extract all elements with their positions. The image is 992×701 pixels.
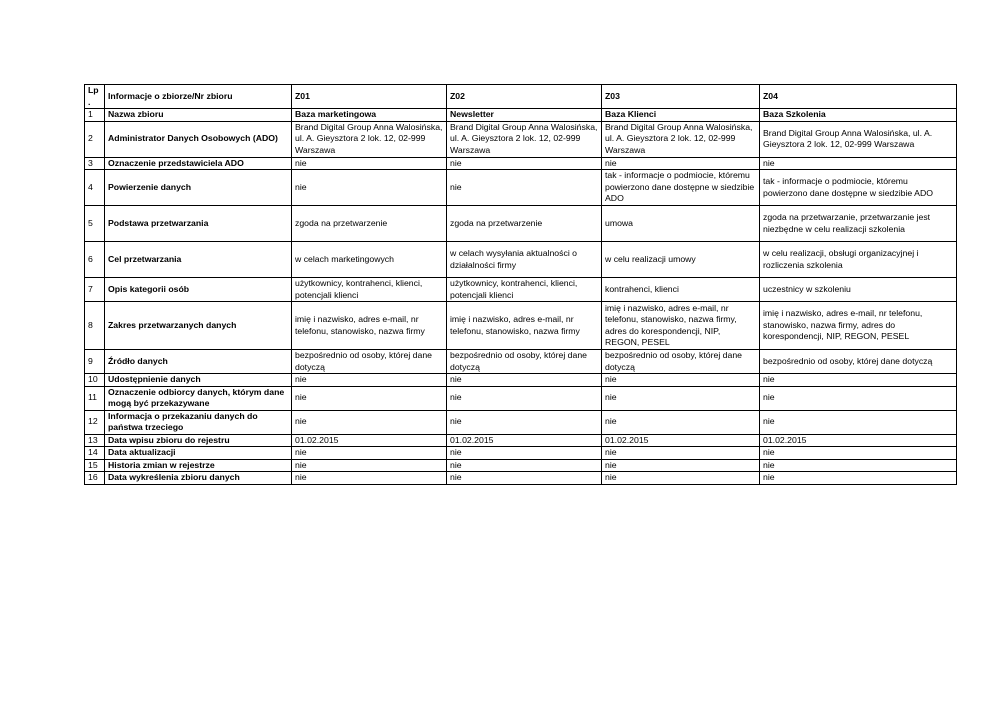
table-row bbox=[85, 472, 957, 485]
cell-z03: 01.02.2015 bbox=[602, 434, 760, 447]
cell-z02: Newsletter bbox=[447, 109, 602, 122]
table-row bbox=[85, 157, 957, 170]
cell-z04: nie bbox=[760, 472, 957, 485]
cell-z02: użytkownicy, kontrahenci, klienci, potencjali klienci bbox=[447, 278, 602, 302]
header-info: Informacje o zbiorze/Nr zbioru bbox=[105, 85, 292, 109]
cell-z02: imię i nazwisko, adres e-mail, nr telefonu, stanowisko, nazwa firmy bbox=[447, 302, 602, 350]
table-row bbox=[85, 374, 957, 387]
cell-z03: Brand Digital Group Anna Walosińska, ul. A. Gieysztora 2 lok. 12, 02-999 Warszawa bbox=[602, 121, 760, 157]
row-label: Administrator Danych Osobowych (ADO) bbox=[105, 121, 292, 157]
cell-z03: nie bbox=[602, 459, 760, 472]
cell-z04: zgoda na przetwarzanie, przetwarzanie jest niezbędne w celu realizacji szkolenia bbox=[760, 206, 957, 242]
header-col-z03: Z03 bbox=[602, 85, 760, 109]
row-label: Opis kategorii osób bbox=[105, 278, 292, 302]
row-label: Źródło danych bbox=[105, 350, 292, 374]
row-label: Historia zmian w rejestrze bbox=[105, 459, 292, 472]
table-row bbox=[85, 206, 957, 242]
row-label: Data wykreślenia zbioru danych bbox=[105, 472, 292, 485]
row-number: 16 bbox=[85, 472, 105, 485]
cell-z01: w celach marketingowych bbox=[292, 242, 447, 278]
cell-z02: nie bbox=[447, 374, 602, 387]
row-number: 11 bbox=[85, 386, 105, 410]
table-row bbox=[85, 121, 957, 157]
cell-z02: nie bbox=[447, 410, 602, 434]
cell-z01: nie bbox=[292, 157, 447, 170]
header-lp: Lp. bbox=[85, 85, 105, 109]
row-label: Data wpisu zbioru do rejestru bbox=[105, 434, 292, 447]
table-row bbox=[85, 434, 957, 447]
cell-z02: nie bbox=[447, 447, 602, 460]
cell-z02: zgoda na przetwarzenie bbox=[447, 206, 602, 242]
row-label: Udostępnienie danych bbox=[105, 374, 292, 387]
cell-z03: nie bbox=[602, 374, 760, 387]
header-col-z02: Z02 bbox=[447, 85, 602, 109]
cell-z04: nie bbox=[760, 157, 957, 170]
table-row bbox=[85, 350, 957, 374]
row-number: 6 bbox=[85, 242, 105, 278]
cell-z03: w celu realizacji umowy bbox=[602, 242, 760, 278]
cell-z03: bezpośrednio od osoby, której dane dotyczą bbox=[602, 350, 760, 374]
cell-z03: nie bbox=[602, 157, 760, 170]
row-number: 1 bbox=[85, 109, 105, 122]
table-row bbox=[85, 386, 957, 410]
cell-z04: 01.02.2015 bbox=[760, 434, 957, 447]
row-number: 10 bbox=[85, 374, 105, 387]
row-number: 14 bbox=[85, 447, 105, 460]
cell-z04: bezpośrednio od osoby, której dane dotyczą bbox=[760, 350, 957, 374]
table-row bbox=[85, 278, 957, 302]
cell-z01: bezpośrednio od osoby, której dane dotyczą bbox=[292, 350, 447, 374]
cell-z04: nie bbox=[760, 410, 957, 434]
cell-z01: Baza marketingowa bbox=[292, 109, 447, 122]
cell-z01: nie bbox=[292, 447, 447, 460]
cell-z03: imię i nazwisko, adres e-mail, nr telefonu, stanowisko, nazwa firmy, adres do korespondencji, NIP, REGON, PESEL bbox=[602, 302, 760, 350]
row-number: 15 bbox=[85, 459, 105, 472]
header-col-z01: Z01 bbox=[292, 85, 447, 109]
cell-z02: bezpośrednio od osoby, której dane dotyczą bbox=[447, 350, 602, 374]
cell-z03: nie bbox=[602, 472, 760, 485]
row-label: Podstawa przetwarzania bbox=[105, 206, 292, 242]
row-number: 7 bbox=[85, 278, 105, 302]
row-number: 8 bbox=[85, 302, 105, 350]
cell-z03: nie bbox=[602, 386, 760, 410]
table-row bbox=[85, 459, 957, 472]
cell-z02: 01.02.2015 bbox=[447, 434, 602, 447]
table-row bbox=[85, 242, 957, 278]
cell-z04: w celu realizacji, obsługi organizacyjnej i rozliczenia szkolenia bbox=[760, 242, 957, 278]
cell-z02: nie bbox=[447, 170, 602, 206]
cell-z01: użytkownicy, kontrahenci, klienci, potencjali klienci bbox=[292, 278, 447, 302]
table-row bbox=[85, 447, 957, 460]
cell-z03: nie bbox=[602, 447, 760, 460]
row-number: 12 bbox=[85, 410, 105, 434]
row-label: Data aktualizacji bbox=[105, 447, 292, 460]
cell-z02: w celach wysyłania aktualności o działalności firmy bbox=[447, 242, 602, 278]
cell-z04: imię i nazwisko, adres e-mail, nr telefonu, stanowisko, nazwa firmy, adres do korespondencji, NIP, REGON, PESEL bbox=[760, 302, 957, 350]
table-row bbox=[85, 109, 957, 122]
cell-z01: 01.02.2015 bbox=[292, 434, 447, 447]
cell-z04: tak - informacje o podmiocie, któremu powierzono dane dostępne w siedzibie ADO bbox=[760, 170, 957, 206]
cell-z01: nie bbox=[292, 472, 447, 485]
row-number: 2 bbox=[85, 121, 105, 157]
cell-z01: nie bbox=[292, 374, 447, 387]
cell-z02: nie bbox=[447, 386, 602, 410]
row-number: 3 bbox=[85, 157, 105, 170]
row-number: 5 bbox=[85, 206, 105, 242]
cell-z04: nie bbox=[760, 374, 957, 387]
header-col-z04: Z04 bbox=[760, 85, 957, 109]
row-label: Informacja o przekazaniu danych do państwa trzeciego bbox=[105, 410, 292, 434]
cell-z03: nie bbox=[602, 410, 760, 434]
cell-z02: nie bbox=[447, 472, 602, 485]
row-number: 9 bbox=[85, 350, 105, 374]
row-label: Oznaczenie odbiorcy danych, którym dane mogą być przekazywane bbox=[105, 386, 292, 410]
cell-z04: Baza Szkolenia bbox=[760, 109, 957, 122]
cell-z03: umowa bbox=[602, 206, 760, 242]
cell-z04: nie bbox=[760, 459, 957, 472]
cell-z01: nie bbox=[292, 459, 447, 472]
row-number: 4 bbox=[85, 170, 105, 206]
cell-z04: uczestnicy w szkoleniu bbox=[760, 278, 957, 302]
table-row bbox=[85, 170, 957, 206]
row-label: Powierzenie danych bbox=[105, 170, 292, 206]
row-label: Cel przetwarzania bbox=[105, 242, 292, 278]
cell-z04: Brand Digital Group Anna Walosińska, ul. A. Gieysztora 2 lok. 12, 02-999 Warszawa bbox=[760, 121, 957, 157]
table-row bbox=[85, 410, 957, 434]
table-header-row bbox=[85, 85, 957, 109]
row-label: Nazwa zbioru bbox=[105, 109, 292, 122]
table-row bbox=[85, 302, 957, 350]
cell-z01: imię i nazwisko, adres e-mail, nr telefonu, stanowisko, nazwa firmy bbox=[292, 302, 447, 350]
cell-z01: nie bbox=[292, 410, 447, 434]
cell-z04: nie bbox=[760, 386, 957, 410]
cell-z02: nie bbox=[447, 459, 602, 472]
document-page bbox=[84, 84, 956, 485]
cell-z01: nie bbox=[292, 386, 447, 410]
cell-z01: Brand Digital Group Anna Walosińska, ul. A. Gieysztora 2 lok. 12, 02-999 Warszawa bbox=[292, 121, 447, 157]
cell-z03: tak - informacje o podmiocie, któremu powierzono dane dostępne w siedzibie ADO bbox=[602, 170, 760, 206]
data-register-table bbox=[84, 84, 957, 485]
row-label: Oznaczenie przedstawiciela ADO bbox=[105, 157, 292, 170]
cell-z01: nie bbox=[292, 170, 447, 206]
cell-z02: nie bbox=[447, 157, 602, 170]
cell-z01: zgoda na przetwarzenie bbox=[292, 206, 447, 242]
cell-z02: Brand Digital Group Anna Walosińska, ul. A. Gieysztora 2 lok. 12, 02-999 Warszawa bbox=[447, 121, 602, 157]
row-label: Zakres przetwarzanych danych bbox=[105, 302, 292, 350]
cell-z03: kontrahenci, klienci bbox=[602, 278, 760, 302]
row-number: 13 bbox=[85, 434, 105, 447]
cell-z03: Baza Klienci bbox=[602, 109, 760, 122]
cell-z04: nie bbox=[760, 447, 957, 460]
